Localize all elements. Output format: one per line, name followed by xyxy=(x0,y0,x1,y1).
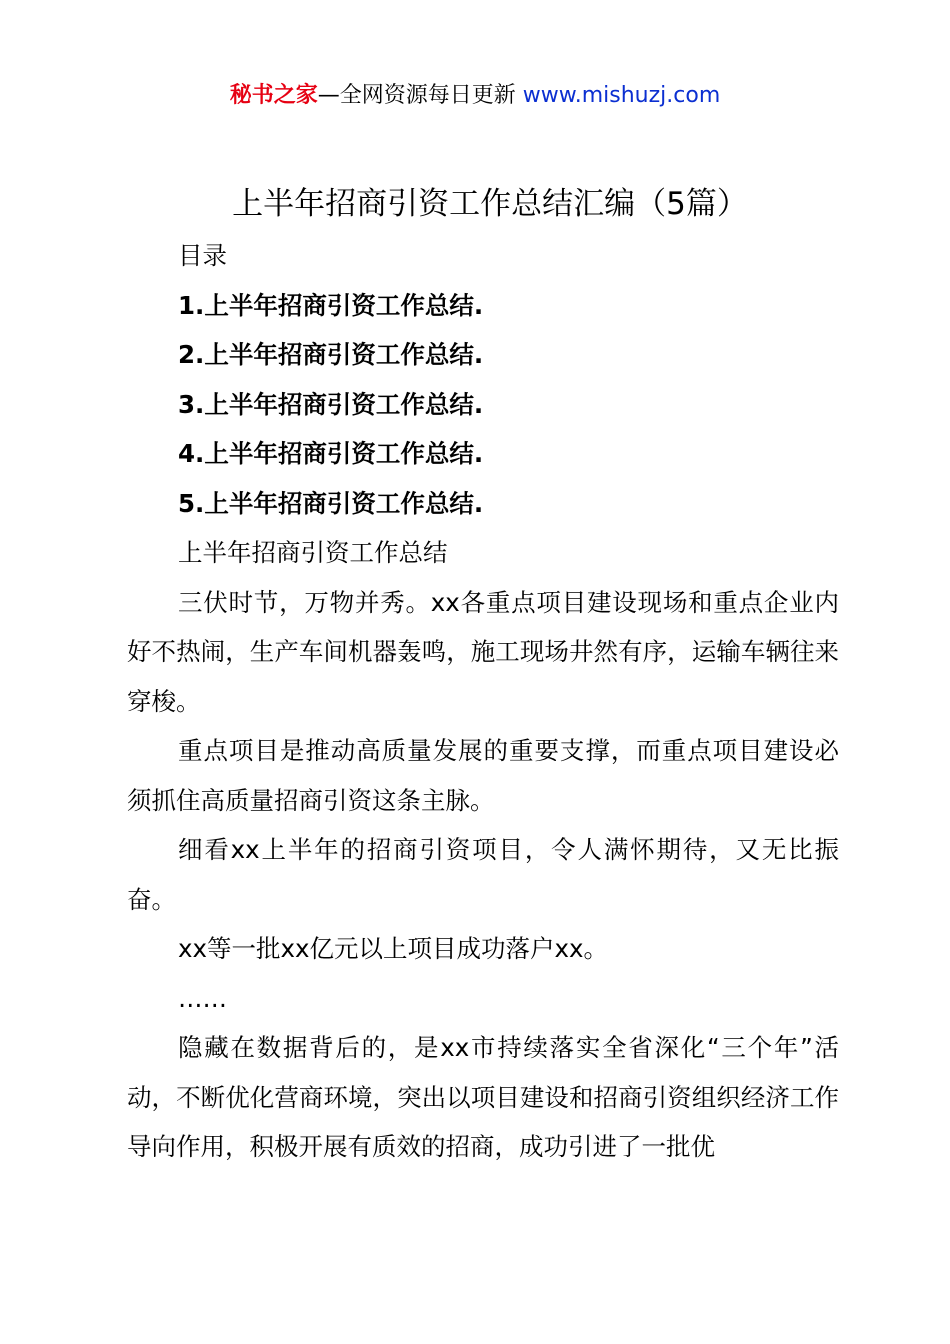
site-brand: 秘书之家 xyxy=(229,83,318,108)
toc-item[interactable]: 3.上半年招商引资工作总结. xyxy=(178,389,484,419)
document-title: 上半年招商引资工作总结汇编（5篇） xyxy=(232,186,748,222)
body-paragraph: xx等一批xx亿元以上项目成功落户xx。 xyxy=(178,934,608,963)
body-paragraph: 细看xx上半年的招商引资项目，令人满怀期待，又无比振奋。 xyxy=(127,835,839,914)
body-paragraph: 重点项目是推动高质量发展的重要支撑，而重点项目建设必须抓住高质量招商引资这条主脉。 xyxy=(127,736,839,815)
site-tagline: —全网资源每日更新 xyxy=(317,83,516,108)
body-paragraph: 隐藏在数据背后的，是xx市持续落实全省深化“三个年”活动，不断优化营商环境，突出以项目建设和招商引资组织经济工作导向作用，积极开展有质效的招商，成功引进了一批优 xyxy=(127,1033,839,1161)
toc-item[interactable]: 2.上半年招商引资工作总结. xyxy=(178,340,484,369)
site-url-link[interactable]: www.mishuzj.com xyxy=(522,83,721,108)
toc-item[interactable]: 5.上半年招商引资工作总结. xyxy=(178,488,484,518)
body-paragraph: 三伏时节，万物并秀。xx各重点项目建设现场和重点企业内好不热闹，生产车间机器轰鸣，施工现场井然有序，运输车辆往来穿梭。 xyxy=(127,587,839,716)
document-body xyxy=(127,231,839,1172)
body-paragraph: …… xyxy=(178,983,227,1013)
site-header xyxy=(0,80,950,112)
toc-item[interactable]: 1.上半年招商引资工作总结. xyxy=(178,290,484,320)
toc-heading: 目录 xyxy=(178,241,227,270)
section-heading: 上半年招商引资工作总结 xyxy=(178,538,448,567)
toc-item[interactable]: 4.上半年招商引资工作总结. xyxy=(178,439,484,468)
